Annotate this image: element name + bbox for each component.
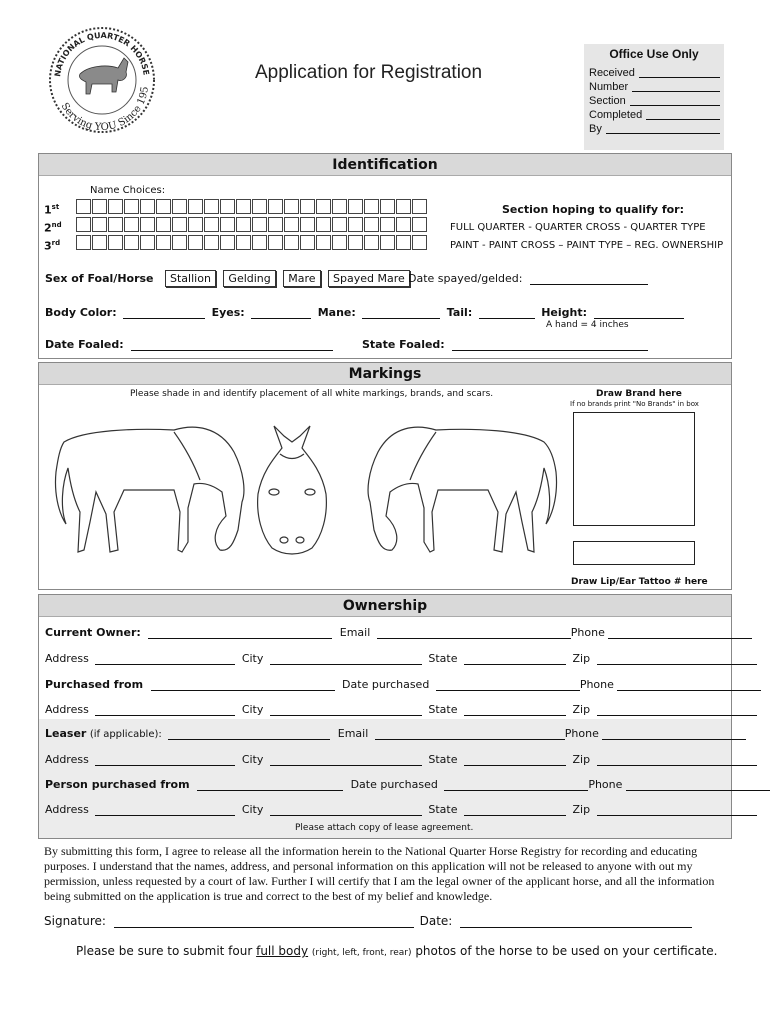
state-line-2[interactable] [464,704,566,716]
current-owner-row [45,626,752,639]
date-foaled-line[interactable] [131,339,333,351]
zip-line-1[interactable] [597,653,757,665]
zip-label-2: Zip [572,703,591,716]
date-purchased-label-2: Date purchased [350,778,438,791]
city-label-2: City [241,703,264,716]
city-line-3[interactable] [270,754,422,766]
zip-line-2[interactable] [597,704,757,716]
name-choice-3-label: 3rd [44,239,61,253]
height-label: Height: [541,306,588,319]
tattoo-box[interactable] [573,541,695,565]
height-line[interactable] [594,307,684,319]
horse-left-side-outline [55,427,243,552]
office-by-line[interactable] [606,122,720,134]
brand-box[interactable] [573,412,695,526]
tail-label: Tail: [446,306,473,319]
leaser-label: Leaser [45,727,87,740]
photo-instruction-underlined: full body [256,944,309,958]
page-title: Application for Registration [255,62,483,83]
state-line-3[interactable] [464,754,566,766]
body-color-line[interactable] [123,307,205,319]
body-color-row [45,306,684,319]
address-line-3[interactable] [95,754,235,766]
date-line[interactable] [460,914,692,928]
horse-right-side-outline [368,427,556,552]
city-label-3: City [241,753,264,766]
office-section-label: Section [589,95,626,107]
current-owner-address-row [45,652,757,665]
name-choice-3-grid[interactable] [76,235,428,250]
name-choice-1-grid[interactable] [76,199,428,214]
office-use-box [584,44,724,150]
sex-label: Sex of Foal/Horse [45,272,154,285]
person-purchased-phone-line[interactable] [626,779,770,791]
state-label-3: State [428,753,458,766]
purchased-from-row [45,678,761,691]
signature-label: Signature: [44,914,106,928]
city-line-2[interactable] [270,704,422,716]
state-label-2: State [428,703,458,716]
zip-label-3: Zip [572,753,591,766]
office-received-line[interactable] [639,66,720,78]
eyes-line[interactable] [251,307,311,319]
date-foaled-label: Date Foaled: [45,338,124,351]
logo-text-bottom: Serving YOU Since 195 [58,85,151,134]
lease-note: Please attach copy of lease agreement. [295,823,474,833]
zip-label-1: Zip [572,652,591,665]
date-spayed-label: Date spayed/gelded: [408,272,523,285]
current-owner-phone-line[interactable] [608,627,752,639]
date-purchased-line-2[interactable] [444,779,588,791]
photo-instruction [76,944,717,958]
city-label-4: City [241,803,264,816]
state-line-4[interactable] [464,804,566,816]
address-line-1[interactable] [95,653,235,665]
office-section-line[interactable] [630,94,720,106]
person-purchased-from-line[interactable] [197,779,343,791]
address-label-3: Address [45,753,89,766]
person-purchased-address-row [45,803,757,816]
office-completed-line[interactable] [646,108,720,120]
leaser-email-line[interactable] [375,728,565,740]
zip-line-4[interactable] [597,804,757,816]
sex-option-stallion[interactable]: Stallion [165,270,216,287]
signature-line[interactable] [114,914,414,928]
leaser-phone-label: Phone [564,727,599,740]
city-line-4[interactable] [270,804,422,816]
office-by-label: By [589,123,602,135]
leaser-line[interactable] [168,728,330,740]
date-spayed-line[interactable] [530,273,648,285]
leaser-address-row [45,753,757,766]
date-spayed-row [408,272,648,285]
purchased-from-address-row [45,703,757,716]
current-owner-label: Current Owner: [45,626,141,639]
mane-line[interactable] [362,307,440,319]
purchased-from-label: Purchased from [45,678,144,691]
city-line-1[interactable] [270,653,422,665]
state-foaled-row [362,338,648,351]
state-label-4: State [428,803,458,816]
purchased-from-line[interactable] [151,679,335,691]
leaser-row [45,727,746,740]
ownership-heading: Ownership [39,595,731,617]
leaser-phone-line[interactable] [602,728,746,740]
zip-line-3[interactable] [597,754,757,766]
purchased-from-phone-line[interactable] [617,679,761,691]
leaser-email-label: Email [337,727,369,740]
body-color-label: Body Color: [45,306,117,319]
qualify-option-paint[interactable]: PAINT - PAINT CROSS – PAINT TYPE – REG. OWNERSHIP [450,240,724,251]
current-owner-line[interactable] [148,627,332,639]
address-line-2[interactable] [95,704,235,716]
office-received-label: Received [589,67,635,79]
person-purchased-phone-label: Phone [588,778,623,791]
state-foaled-line[interactable] [452,339,648,351]
zip-label-4: Zip [572,803,591,816]
name-choice-1-label: 1st [44,203,60,217]
office-use-heading: Office Use Only [609,47,699,61]
horse-outline-diagrams[interactable] [44,412,564,572]
identification-heading: Identification [39,154,731,176]
address-label-4: Address [45,803,89,816]
eyes-label: Eyes: [211,306,245,319]
tail-line[interactable] [479,307,535,319]
markings-heading: Markings [39,363,731,385]
purchased-from-phone-label: Phone [579,678,614,691]
brand-note: If no brands print "No Brands" in box [570,400,699,408]
person-purchased-from-label: Person purchased from [45,778,190,791]
sex-row [45,270,414,287]
address-label-1: Address [45,652,89,665]
photo-instruction-part1: Please be sure to submit four [76,944,257,958]
office-number-line[interactable] [632,80,720,92]
name-choices-label: Name Choices: [90,185,166,196]
qualify-label: Section hoping to qualify for: [502,203,684,216]
name-choice-2-label: 2nd [44,221,62,235]
qualify-option-quarter[interactable]: FULL QUARTER - QUARTER CROSS - QUARTER TYPE [450,222,706,233]
hand-note: A hand = 4 inches [546,320,629,330]
date-purchased-line-1[interactable] [436,679,580,691]
tattoo-label: Draw Lip/Ear Tattoo # here [571,577,708,587]
state-line-1[interactable] [464,653,566,665]
date-purchased-label-1: Date purchased [342,678,430,691]
brand-label: Draw Brand here [596,389,682,399]
address-label-2: Address [45,703,89,716]
photo-instruction-part2: photos of the horse to be used on your certificate. [411,944,718,958]
logo-text-top: NATIONAL QUARTER HORSE [53,30,151,78]
state-foaled-label: State Foaled: [362,338,445,351]
city-label-1: City [241,652,264,665]
state-label-1: State [428,652,458,665]
sex-option-mare[interactable]: Mare [283,270,320,287]
markings-instruction: Please shade in and identify placement of all white markings, brands, and scars. [130,389,494,399]
date-label: Date: [419,914,453,928]
address-line-4[interactable] [95,804,235,816]
person-purchased-from-row [45,778,770,791]
current-owner-phone-label: Phone [570,626,605,639]
office-number-label: Number [589,81,629,93]
photo-instruction-small: (right, left, front, rear) [311,948,412,958]
leaser-if-applicable: (if applicable): [89,729,162,740]
date-foaled-row [45,338,333,351]
name-choice-2-grid[interactable] [76,217,428,232]
current-owner-email-line[interactable] [377,627,571,639]
signature-row [44,914,692,928]
mane-label: Mane: [317,306,356,319]
office-completed-label: Completed [589,109,643,121]
sex-option-gelding[interactable]: Gelding [223,270,275,287]
horse-front-face-outline [258,426,327,554]
current-owner-email-label: Email [339,626,371,639]
sex-option-spayed-mare[interactable]: Spayed Mare [328,270,410,287]
consent-paragraph: By submitting this form, I agree to release all the information herein to the National Quarter Horse Registry for recording and educating purposes. I understand that the names, address, and personal information on this application will not be released to anyone with out my permission, unless requested by a court of law. Further I will certify that I am the legal owner of the applicant horse, and all the information being submitted on the application is true and correct to the best of my belief and knowledge. [44,844,715,903]
registry-logo [42,22,162,134]
